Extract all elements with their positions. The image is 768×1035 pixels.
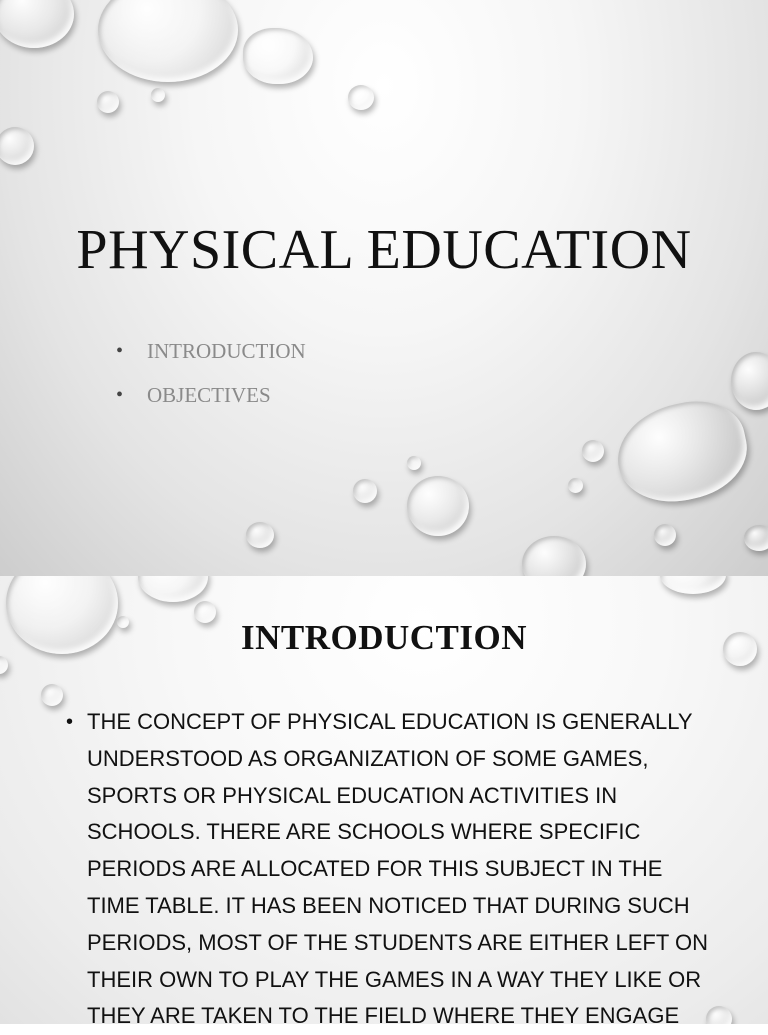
water-drop (744, 525, 768, 551)
section-heading: INTRODUCTION (240, 618, 528, 657)
water-drop (41, 684, 63, 706)
water-drop (138, 576, 208, 602)
list-item (116, 334, 306, 378)
water-drop (731, 352, 768, 410)
water-drop (608, 392, 755, 513)
water-drop (98, 0, 238, 82)
water-drop (0, 127, 34, 165)
body-paragraph (66, 704, 716, 1035)
water-drop (0, 656, 8, 674)
list-item-label: INTRODUCTION (147, 339, 306, 363)
bullet-icon: • (66, 711, 74, 733)
water-drop (151, 88, 165, 102)
water-drop (97, 91, 119, 113)
water-drop (353, 479, 377, 503)
water-drop (243, 28, 313, 84)
water-drop (654, 524, 676, 546)
water-drop (568, 478, 583, 493)
water-drop (407, 476, 469, 536)
water-drop (522, 536, 586, 576)
water-drop (0, 0, 74, 48)
water-drop (582, 440, 604, 462)
list-item-label: OBJECTIVES (147, 383, 271, 407)
bullet-icon: • (116, 384, 124, 406)
slide-title-text: PHYSICAL EDUCATION (76, 219, 692, 281)
bullet-icon: • (116, 340, 124, 362)
paragraph-text: THE CONCEPT OF PHYSICAL EDUCATION IS GENERALLY UNDERSTOOD AS ORGANIZATION OF SOME GAMES, SPORTS OR PHYSICAL EDUCATION ACTIVITIES IN SCHOOLS. THERE ARE SCHOOLS WHERE SPECIFIC PERIODS ARE ALLOCATED FOR THIS SUBJECT IN THE TIME TABLE. IT HAS BEEN NOTICED THAT DURING SUCH PERIODS, MOST OF THE STUDENTS ARE EITHER LEFT ON THEIR OWN TO PLAY THE GAMES IN A WAY THEY LIKE OR THEY ARE TAKEN TO THE FIELD WHERE THEY ENGAGE (87, 709, 708, 1029)
topic-list (116, 334, 306, 422)
water-drop (348, 85, 374, 110)
list-item (116, 378, 306, 422)
water-drop (407, 456, 421, 470)
water-drop (660, 576, 726, 594)
water-drop (246, 522, 274, 548)
